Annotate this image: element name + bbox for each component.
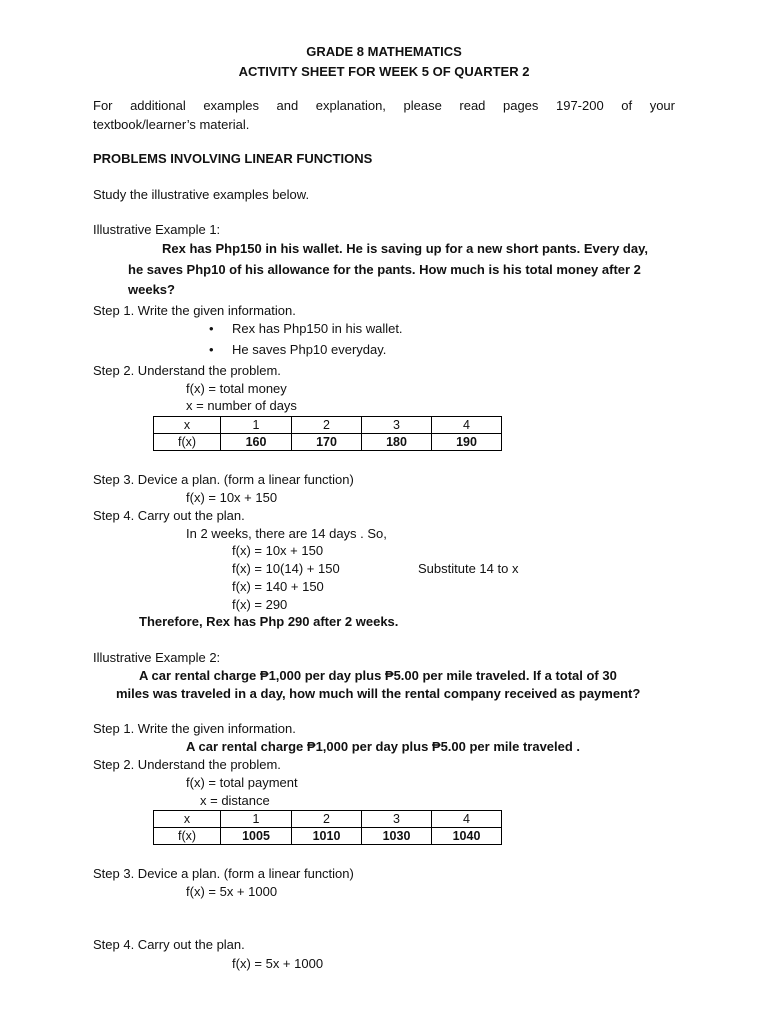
example2-given: A car rental charge ₱1,000 per day plus ₱5.00 per mile traveled .: [186, 739, 581, 754]
example1-calc-2: f(x) = 10(14) + 150: [232, 561, 340, 576]
example2-def-x: x = distance: [200, 793, 270, 808]
example1-problem-line-1: Rex has Php150 in his wallet. He is saving up for a new short pants. Every day,: [162, 241, 648, 256]
table-cell: 180: [362, 434, 432, 451]
table-cell: 4: [432, 417, 502, 434]
example2-step3: Step 3. Device a plan. (form a linear function): [93, 866, 354, 881]
example1-weeks-line: In 2 weeks, there are 14 days . So,: [186, 526, 387, 541]
example2-step4: Step 4. Carry out the plan.: [93, 937, 245, 952]
example1-step3: Step 3. Device a plan. (form a linear function): [93, 472, 354, 487]
table-cell: 2: [292, 417, 362, 434]
example1-substitute-note: Substitute 14 to x: [418, 561, 519, 576]
example1-bullet-2: • He saves Php10 everyday.: [232, 342, 386, 358]
example2-problem-line-2: miles was traveled in a day, how much will the rental company received as payment?: [116, 686, 641, 701]
table-cell: 1: [221, 811, 292, 828]
table-cell: 3: [362, 417, 432, 434]
example1-def-fx: f(x) = total money: [186, 381, 287, 396]
table-cell: 4: [432, 811, 502, 828]
example1-conclusion: Therefore, Rex has Php 290 after 2 weeks.: [139, 614, 399, 629]
example2-problem-line-1: A car rental charge ₱1,000 per day plus ₱5.00 per mile traveled. If a total of 30: [139, 668, 617, 683]
example2-label: Illustrative Example 2:: [93, 650, 221, 665]
example1-calc-3: f(x) = 140 + 150: [232, 579, 324, 594]
table-cell: x: [154, 811, 221, 828]
example2-function: f(x) = 5x + 1000: [186, 884, 278, 899]
example2-function-table: [153, 810, 502, 845]
example2-step2: Step 2. Understand the problem.: [93, 757, 281, 772]
table-cell: 3: [362, 811, 432, 828]
example1-calc-4: f(x) = 290: [232, 597, 288, 612]
table-cell: 190: [432, 434, 502, 451]
table-cell: 1010: [292, 828, 362, 845]
intro-line-1: For additional examples and explanation, please read pages 197-200 of your: [93, 98, 675, 113]
example2-calc-1: f(x) = 5x + 1000: [232, 956, 324, 971]
example1-step1: Step 1. Write the given information.: [93, 303, 296, 318]
example1-function: f(x) = 10x + 150: [186, 490, 278, 505]
table-row: [154, 811, 502, 828]
table-cell: 1040: [432, 828, 502, 845]
example1-bullet-1: • Rex has Php150 in his wallet.: [232, 321, 403, 337]
section-title: PROBLEMS INVOLVING LINEAR FUNCTIONS: [93, 151, 373, 166]
table-cell: x: [154, 417, 221, 434]
example1-label: Illustrative Example 1:: [93, 222, 221, 237]
table-row: [154, 434, 502, 451]
page-subtitle: ACTIVITY SHEET FOR WEEK 5 OF QUARTER 2: [238, 64, 530, 79]
table-cell: f(x): [154, 828, 221, 845]
table-cell: 170: [292, 434, 362, 451]
table-cell: 1005: [221, 828, 292, 845]
table-cell: f(x): [154, 434, 221, 451]
intro-line-2: textbook/learner’s material.: [93, 117, 250, 132]
example2-def-fx: f(x) = total payment: [186, 775, 298, 790]
example1-step2: Step 2. Understand the problem.: [93, 363, 281, 378]
page-title: GRADE 8 MATHEMATICS: [306, 44, 462, 59]
table-cell: 1030: [362, 828, 432, 845]
table-cell: 160: [221, 434, 292, 451]
example1-calc-1: f(x) = 10x + 150: [232, 543, 324, 558]
example1-step4: Step 4. Carry out the plan.: [93, 508, 245, 523]
study-text: Study the illustrative examples below.: [93, 187, 310, 202]
example1-problem-line-3: weeks?: [128, 282, 175, 297]
example1-problem-line-2: he saves Php10 of his allowance for the pants. How much is his total money after 2: [128, 262, 641, 277]
table-row: [154, 417, 502, 434]
table-cell: 2: [292, 811, 362, 828]
example1-def-x: x = number of days: [186, 398, 297, 413]
example2-step1: Step 1. Write the given information.: [93, 721, 296, 736]
table-row: [154, 828, 502, 845]
table-cell: 1: [221, 417, 292, 434]
example1-function-table: [153, 416, 502, 451]
